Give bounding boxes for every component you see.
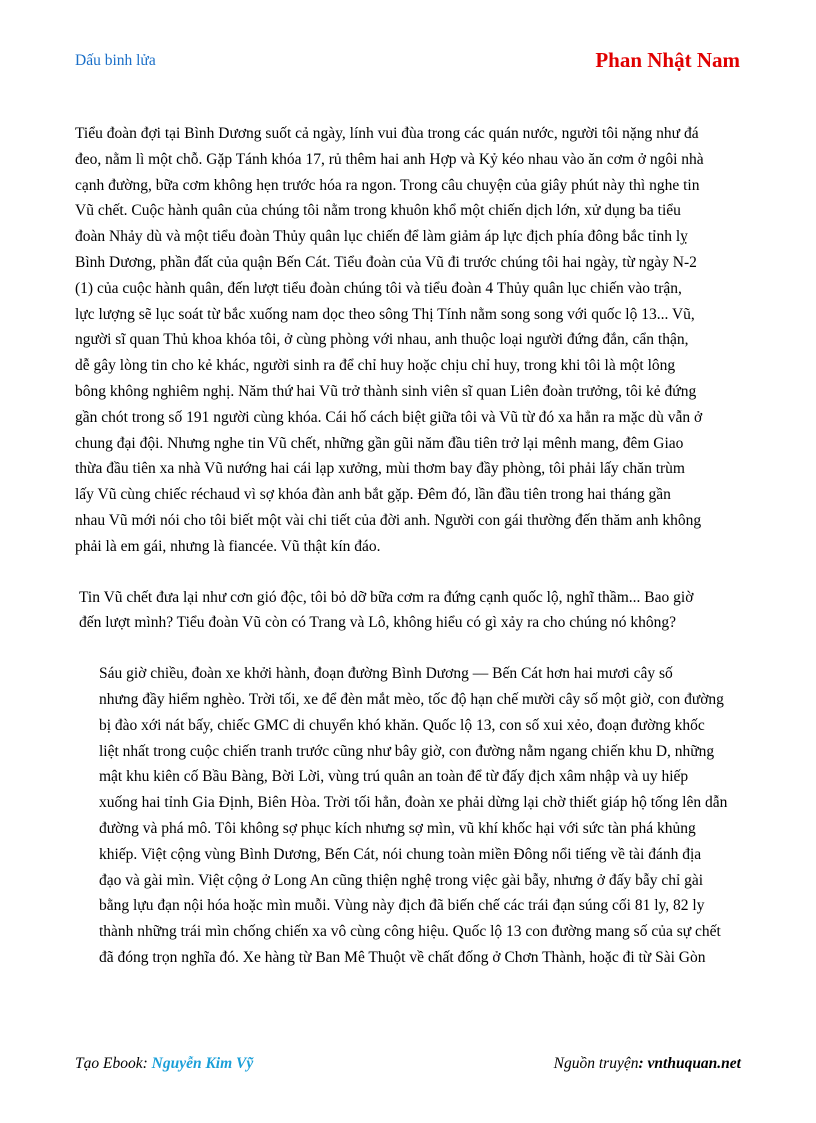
- text-line: (1) của cuộc hành quân, đến lượt tiểu đoàn chúng tôi và tiểu đoàn 4 Thủy quân lục chiến vào trận,: [75, 279, 682, 297]
- text-line: Bình Dương, phần đất của quận Bến Cát. Tiểu đoàn của Vũ đi trước chúng tôi hai ngày, từ ngày N-2: [75, 253, 697, 271]
- text-line: thành những trái mìn chống chiến xa vô cùng công hiệu. Quốc lộ 13 con đường mang số của sự chết: [99, 923, 721, 941]
- text-line: đã đóng trọn nghĩa đó. Xe hàng từ Ban Mê Thuột về chất đống ở Chơn Thành, hoặc đi từ Sài Gòn: [99, 948, 706, 966]
- source-credit: [554, 1055, 741, 1073]
- text-line: phải là em gái, nhưng là fiancée. Vũ thật kín đáo.: [75, 537, 381, 555]
- source-separator: :: [638, 1055, 648, 1072]
- text-line: Sáu giờ chiều, đoàn xe khởi hành, đoạn đường Bình Dương — Bến Cát hơn hai mươi cây số: [99, 665, 673, 683]
- text-line: bằng lựu đạn nội hóa hoặc mìn muỗi. Vùng này địch đã biến chế các trái đạn súng cối 81 ly, 82 ly: [99, 897, 705, 915]
- text-line: liệt nhất trong cuộc chiến tranh trước cũng như bây giờ, con đường nằm ngang chiến khu D, những: [99, 742, 715, 760]
- text-line: nhưng đầy hiểm nghèo. Trời tối, xe để đèn mắt mèo, tốc độ hạn chế mười cây số một giờ, con đường: [99, 690, 724, 708]
- text-line: chung đại đội. Nhưng nghe tin Vũ chết, những gần gũi năm đầu tiên trở lại mênh mang, đêm Giao: [75, 434, 684, 452]
- text-line: xuống hai tỉnh Gia Định, Biên Hòa. Trời tối hẳn, đoàn xe phải dừng lại chờ thiết giáp hộ tống lên dẫn: [99, 794, 728, 812]
- source-name: vnthuquan.net: [647, 1055, 741, 1072]
- text-line: đạo và gài mìn. Việt cộng ở Long An cũng thiện nghệ trong việc gài bẫy, nhưng ở đấy bẫy chỉ gài: [99, 871, 704, 889]
- text-line: Tiểu đoàn đợi tại Bình Dương suốt cả ngày, lính vui đùa trong các quán nước, người tôi nặng như đá: [75, 125, 699, 142]
- creator-separator: :: [142, 1055, 152, 1072]
- text-line: nhau Vũ mới nói cho tôi biết một vài chi tiết của đời anh. Người con gái thường đến thăm anh không: [75, 511, 702, 529]
- text-line: Vũ chết. Cuộc hành quân của chúng tôi nằm trong khuôn khổ một chiến dịch lớn, xử dụng ba tiểu: [75, 202, 681, 220]
- text-line: khiếp. Việt cộng vùng Bình Dương, Bến Cát, nói chung toàn miền Đông nổi tiếng về tài đánh địa: [99, 845, 702, 863]
- paragraph-2: [75, 585, 745, 637]
- creator-name: Nguyễn Kim Vỹ: [151, 1055, 254, 1072]
- text-line: lấy Vũ cùng chiếc réchaud vì sợ khóa đàn anh bắt gặp. Đêm đó, lần đầu tiên trong hai tháng gần: [75, 486, 671, 504]
- source-label: Nguồn truyện: [553, 1055, 639, 1072]
- text-line: gần chót trong số 191 người cùng khóa. Cái hố cách biệt giữa tôi và Vũ từ đó xa hẳn ra mặc dù vẫn ở: [75, 408, 703, 426]
- book-title: Dấu binh lửa: [75, 52, 156, 69]
- creator-label: Tạo Ebook: [75, 1055, 143, 1072]
- text-line: đến lượt mình? Tiểu đoàn Vũ còn có Trang và Lô, không hiểu có gì xảy ra cho chúng nó không?: [79, 614, 677, 632]
- paragraph-1: [75, 121, 745, 560]
- page-footer: [75, 1055, 741, 1073]
- author-name: Phan Nhật Nam: [595, 48, 740, 72]
- text-line: đoàn Nhảy dù và một tiểu đoàn Thủy quân lục chiến để làm giảm áp lực địch phía đông bắc tỉnh lỵ: [75, 228, 688, 246]
- page-body: [75, 121, 745, 971]
- text-line: thừa đầu tiên xa nhà Vũ nướng hai cái lạp xưởng, mùi thơm bay đầy phòng, tôi phải lấy chăn trùm: [75, 460, 685, 478]
- ebook-creator-credit: [75, 1055, 253, 1072]
- text-line: dễ gây lòng tin cho kẻ khác, người sinh ra để chỉ huy hoặc chịu chỉ huy, trong khi tôi là một lông: [75, 357, 676, 375]
- text-line: mật khu kiên cố Bầu Bàng, Bời Lời, vùng trú quân an toàn để từ đấy địch xâm nhập và uy hiếp: [99, 768, 689, 786]
- text-line: bị đào xới nát bấy, chiếc GMC di chuyển khó khăn. Quốc lộ 13, con số xui xẻo, đoạn đường khốc: [99, 716, 705, 734]
- text-line: Tin Vũ chết đưa lại như cơn gió độc, tôi bỏ dỡ bữa cơm ra đứng cạnh quốc lộ, nghĩ thầm... Bao giờ: [79, 588, 694, 606]
- text-line: người sĩ quan Thủ khoa khóa tôi, ở cùng phòng với nhau, anh thuộc loại người đứng đắn, cẩn thận,: [75, 331, 689, 349]
- text-line: đường và phá mô. Tôi không sợ phục kích nhưng sợ mìn, vũ khí khốc hại với sức tàn phá khủng: [99, 819, 696, 837]
- text-line: đeo, nằm lì một chỗ. Gặp Tánh khóa 17, rủ thêm hai anh Hợp và Kỷ kéo nhau vào ăn cơm ở ngôi nhà: [75, 150, 704, 168]
- text-line: cạnh đường, bữa cơm không hẹn trước hóa ra ngon. Trong câu chuyện của giây phút này thì nghe tin: [75, 176, 700, 194]
- text-line: bông không nghiêm nghị. Năm thứ hai Vũ trở thành sinh viên sĩ quan Liên đoàn trưởng, tôi kẻ đứng: [75, 382, 697, 400]
- paragraph-3: [75, 661, 745, 971]
- text-line: lực lượng sẽ lục soát từ bắc xuống nam dọc theo sông Thị Tính nằm song song với quốc lộ 13... Vũ,: [75, 305, 695, 323]
